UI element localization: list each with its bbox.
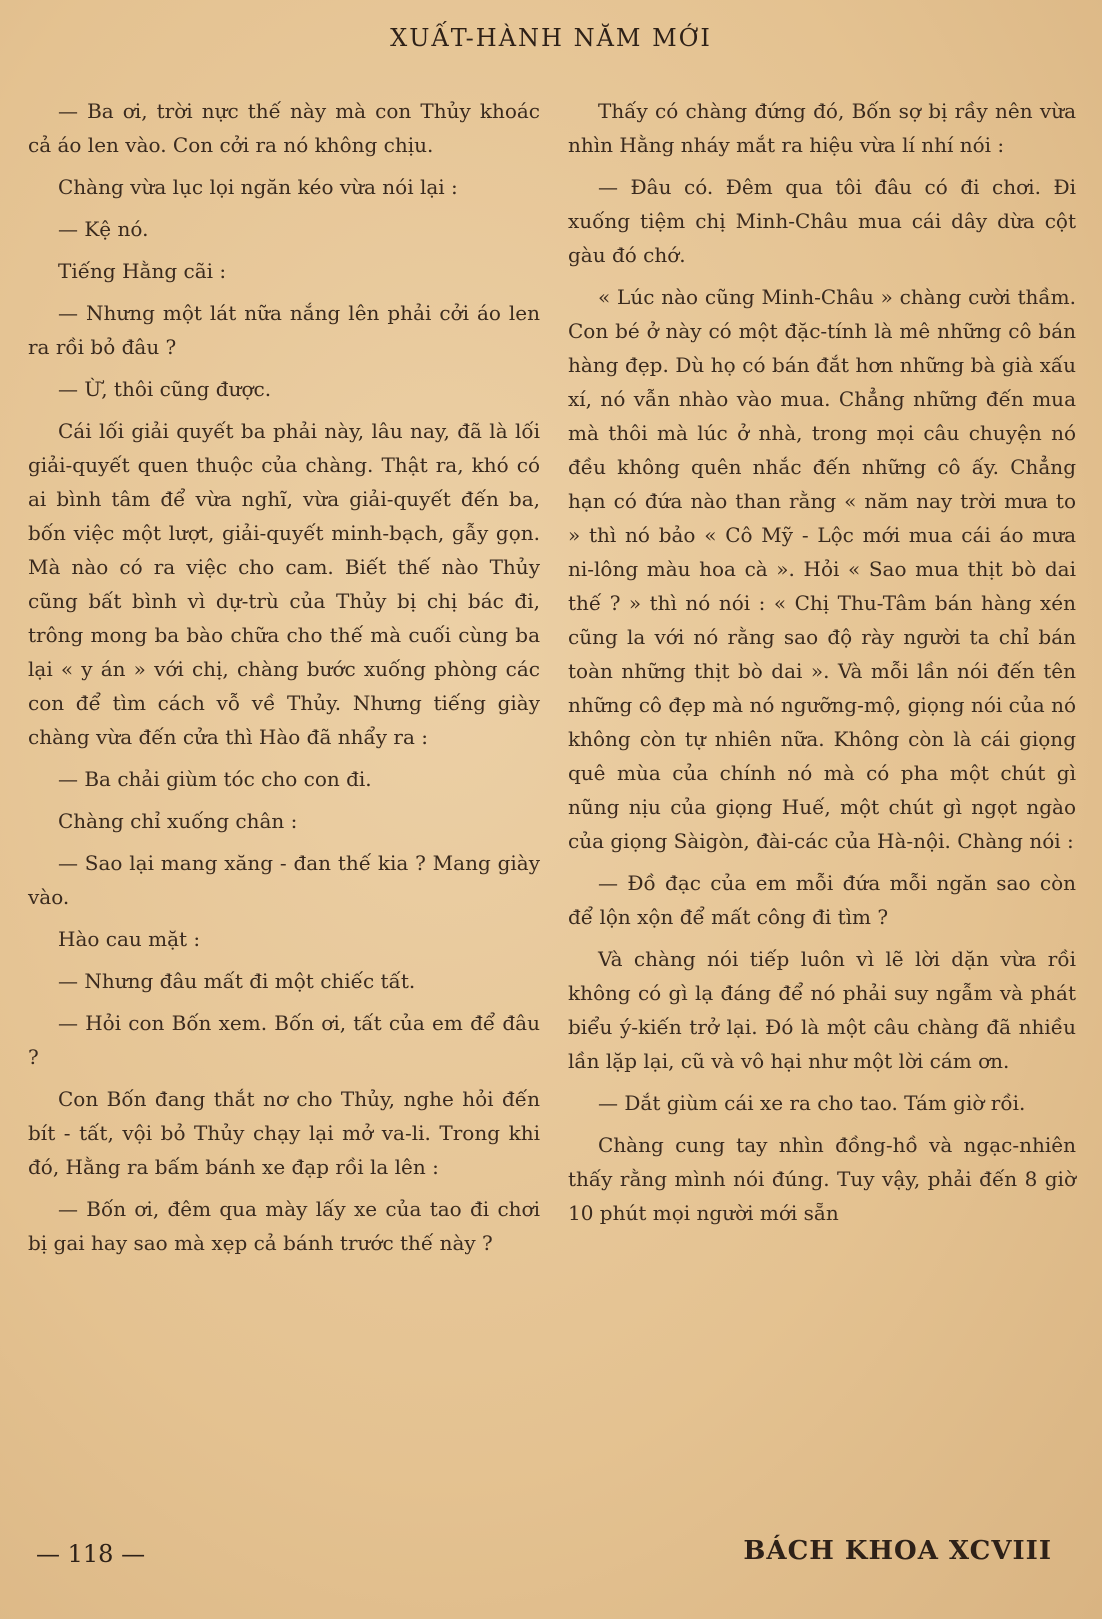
paragraph: — Ba ơi, trời nực thế này mà con Thủy khoác cả áo len vào. Con cởi ra nó không chịu.	[28, 99, 540, 157]
page-number: — 118 —	[36, 1540, 146, 1568]
paragraph: — Đồ đạc của em mỗi đứa mỗi ngăn sao còn để lộn xộn để mất công đi tìm ?	[568, 871, 1076, 929]
paragraph: — Dắt giùm cái xe ra cho tao. Tám giờ rồi.	[598, 1091, 1026, 1115]
paragraph: Thấy có chàng đứng đó, Bốn sợ bị rầy nên vừa nhìn Hằng nháy mắt ra hiệu vừa lí nhí nói :	[568, 99, 1076, 157]
paragraph: Chàng cung tay nhìn đồng-hồ và ngạc-nhiên thấy rằng mình nói đúng. Tuy vậy, phải đến 8 giờ 10 phút mọi người mới sẵn	[568, 1133, 1076, 1225]
paragraph: — Nhưng một lát nữa nắng lên phải cởi áo len ra rồi bỏ đâu ?	[28, 301, 540, 359]
paragraph: Hào cau mặt :	[58, 927, 201, 951]
paragraph: — Ừ, thôi cũng được.	[58, 377, 272, 401]
paragraph: Chàng chỉ xuống chân :	[58, 809, 298, 833]
right-column	[568, 94, 1076, 1238]
left-column	[28, 94, 540, 1268]
paragraph: — Ba chải giùm tóc cho con đi.	[58, 767, 372, 791]
paragraph: « Lúc nào cũng Minh-Châu » chàng cười thầm. Con bé ở này có một đặc-tính là mê những cô bán hàng đẹp. Dù họ có bán đắt hơn những bà già xấu xí, nó vẫn nhào vào mua. Chẳng những đến mua mà thôi mà lúc ở nhà, trong mọi câu chuyện nó đều không quên nhắc đến những cô ấy. Chẳng hạn có đứa nào than rằng « năm nay trời mưa to » thì nó bảo « Cô Mỹ - Lộc mới mua cái áo mưa ni-lông màu hoa cà ». Hỏi « Sao mua thịt bò dai thế ? » thì nó nói : « Chị Thu-Tâm bán hàng xén cũng la với nó rằng sao độ rày người ta chỉ bán toàn những thịt bò dai ». Và mỗi lần nói đến tên những cô đẹp mà nó ngưỡng-mộ, giọng nói của nó không còn tự nhiên nữa. Không còn là cái giọng quê mùa của chính nó mà có pha một chút gì nũng nịu của giọng Huế, một chút gì ngọt ngào của giọng Sàigòn, đài-các của Hà-nội. Chàng nói :	[568, 285, 1076, 853]
paragraph: — Nhưng đâu mất đi một chiếc tất.	[58, 969, 416, 993]
magazine-issue: BÁCH KHOA XCVIII	[743, 1536, 1052, 1566]
paragraph: — Bốn ơi, đêm qua mày lấy xe của tao đi chơi bị gai hay sao mà xẹp cả bánh trước thế này ?	[28, 1197, 540, 1255]
running-header: XUẤT-HÀNH NĂM MỚI	[390, 24, 712, 52]
paragraph: — Sao lại mang xăng - đan thế kia ? Mang giày vào.	[28, 851, 540, 909]
paragraph: Và chàng nói tiếp luôn vì lẽ lời dặn vừa rồi không có gì lạ đáng để nó phải suy ngẫm và phát biểu ý-kiến trở lại. Đó là một câu chàng đã nhiều lần lặp lại, cũ và vô hại như một lời cám ơn.	[568, 947, 1076, 1073]
paragraph: — Hỏi con Bốn xem. Bốn ơi, tất của em để đâu ?	[28, 1011, 540, 1069]
paragraph: — Đâu có. Đêm qua tôi đâu có đi chơi. Đi xuống tiệm chị Minh-Châu mua cái dây dừa cột gàu đó chớ.	[568, 175, 1076, 267]
paragraph: Con Bốn đang thắt nơ cho Thủy, nghe hỏi đến bít - tất, vội bỏ Thủy chạy lại mở va-li. Trong khi đó, Hằng ra bấm bánh xe đạp rồi la lên :	[28, 1087, 540, 1179]
paragraph: Tiếng Hằng cãi :	[58, 259, 227, 283]
paragraph: Cái lối giải quyết ba phải này, lâu nay, đã là lối giải-quyết quen thuộc của chàng. Thật ra, khó có ai bình tâm để vừa nghĩ, vừa giải-quyết đến ba, bốn việc một lượt, giải-quyết minh-bạch, gẫy gọn. Mà nào có ra việc cho cam. Biết thế nào Thủy cũng bất bình vì dự-trù của Thủy bị chị bác đi, trông mong ba bào chữa cho thế mà cuối cùng ba lại « y án » với chị, chàng bước xuống phòng các con để tìm cách vỗ về Thủy. Nhưng tiếng giày chàng vừa đến cửa thì Hào đã nhẩy ra :	[28, 419, 540, 749]
paragraph: Chàng vừa lục lọi ngăn kéo vừa nói lại :	[58, 175, 458, 199]
paragraph: — Kệ nó.	[58, 217, 149, 241]
